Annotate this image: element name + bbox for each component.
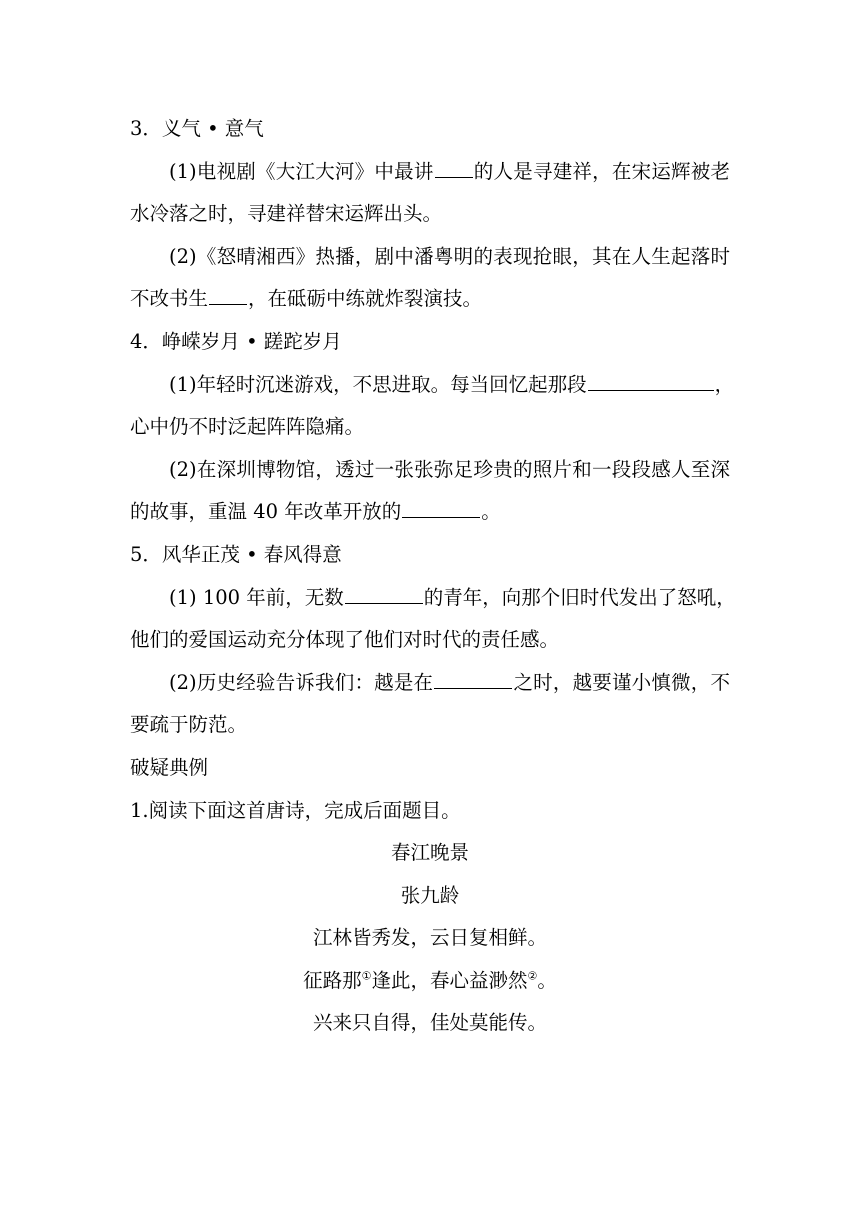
poem-line: 兴来只自得，佳处莫能传。	[312, 1011, 547, 1035]
question-text: ，	[714, 372, 735, 396]
poem-line	[130, 960, 730, 1003]
poem-text: 征路那	[303, 968, 362, 992]
poem-text: 。	[537, 968, 557, 992]
answer-blank	[588, 389, 714, 391]
answer-blank	[434, 687, 512, 689]
question-text: (1)年轻时沉迷游戏，不思进取。每当回忆起那段	[169, 372, 587, 396]
document-page	[130, 108, 736, 1045]
footnote-marker: ①	[361, 969, 372, 983]
question-line: 心中仍不时泛起阵阵隐痛。	[130, 415, 365, 439]
footnote-marker: ②	[527, 969, 538, 983]
question-line	[130, 662, 730, 705]
question-line	[130, 278, 730, 321]
answer-blank	[435, 176, 473, 178]
question-line: (2)《怒晴湘西》热播，剧中潘粤明的表现抢眼，其在人生起落时	[169, 244, 730, 268]
poem-text: 逢此，春心益渺然	[371, 968, 528, 992]
question-text: 的人是寻建祥，在宋运辉被老	[473, 159, 730, 183]
question-text: 的青年，向那个旧时代发出了怒吼，	[423, 585, 736, 609]
question-intro: 1.阅读下面这首唐诗，完成后面题目。	[130, 798, 461, 822]
poem-line: 江林皆秀发，云日复相鲜。	[312, 926, 547, 950]
answer-blank	[402, 516, 480, 518]
question-text: 不改书生	[130, 287, 209, 311]
question-text: (1)电视剧《大江大河》中最讲	[169, 159, 434, 183]
question-text: 之时，越要谨小慎微，不	[513, 670, 730, 694]
section-heading: 4．峥嵘岁月 • 蹉跎岁月	[130, 329, 342, 353]
section-heading: 3．义气 • 意气	[130, 117, 264, 140]
question-line: (2)在深圳博物馆，透过一张张弥足珍贵的照片和一段段感人至深	[169, 457, 730, 481]
question-line	[130, 364, 735, 407]
question-line: 水冷落之时，寻建祥替宋运辉出头。	[130, 202, 443, 226]
question-text: (2)历史经验告诉我们：越是在	[169, 670, 434, 694]
question-text: 。	[481, 500, 501, 524]
question-text: 的故事，重温 40 年改革开放的	[130, 500, 402, 524]
answer-blank	[209, 303, 247, 305]
question-line: 他们的爱国运动充分体现了他们对时代的责任感。	[130, 628, 560, 652]
question-line	[130, 151, 730, 194]
poem-author: 张九龄	[400, 883, 460, 907]
section-heading: 5．风华正茂 • 春风得意	[130, 542, 342, 566]
question-line	[130, 491, 730, 534]
answer-blank	[345, 602, 423, 604]
question-text: ，在砥砺中练就炸裂演技。	[248, 287, 483, 311]
part-title: 破疑典例	[130, 755, 209, 779]
poem-title: 春江晚景	[390, 841, 469, 865]
question-line: 要疏于防范。	[130, 713, 248, 737]
question-line	[130, 577, 736, 620]
question-text: (1) 100 年前，无数	[169, 585, 344, 609]
